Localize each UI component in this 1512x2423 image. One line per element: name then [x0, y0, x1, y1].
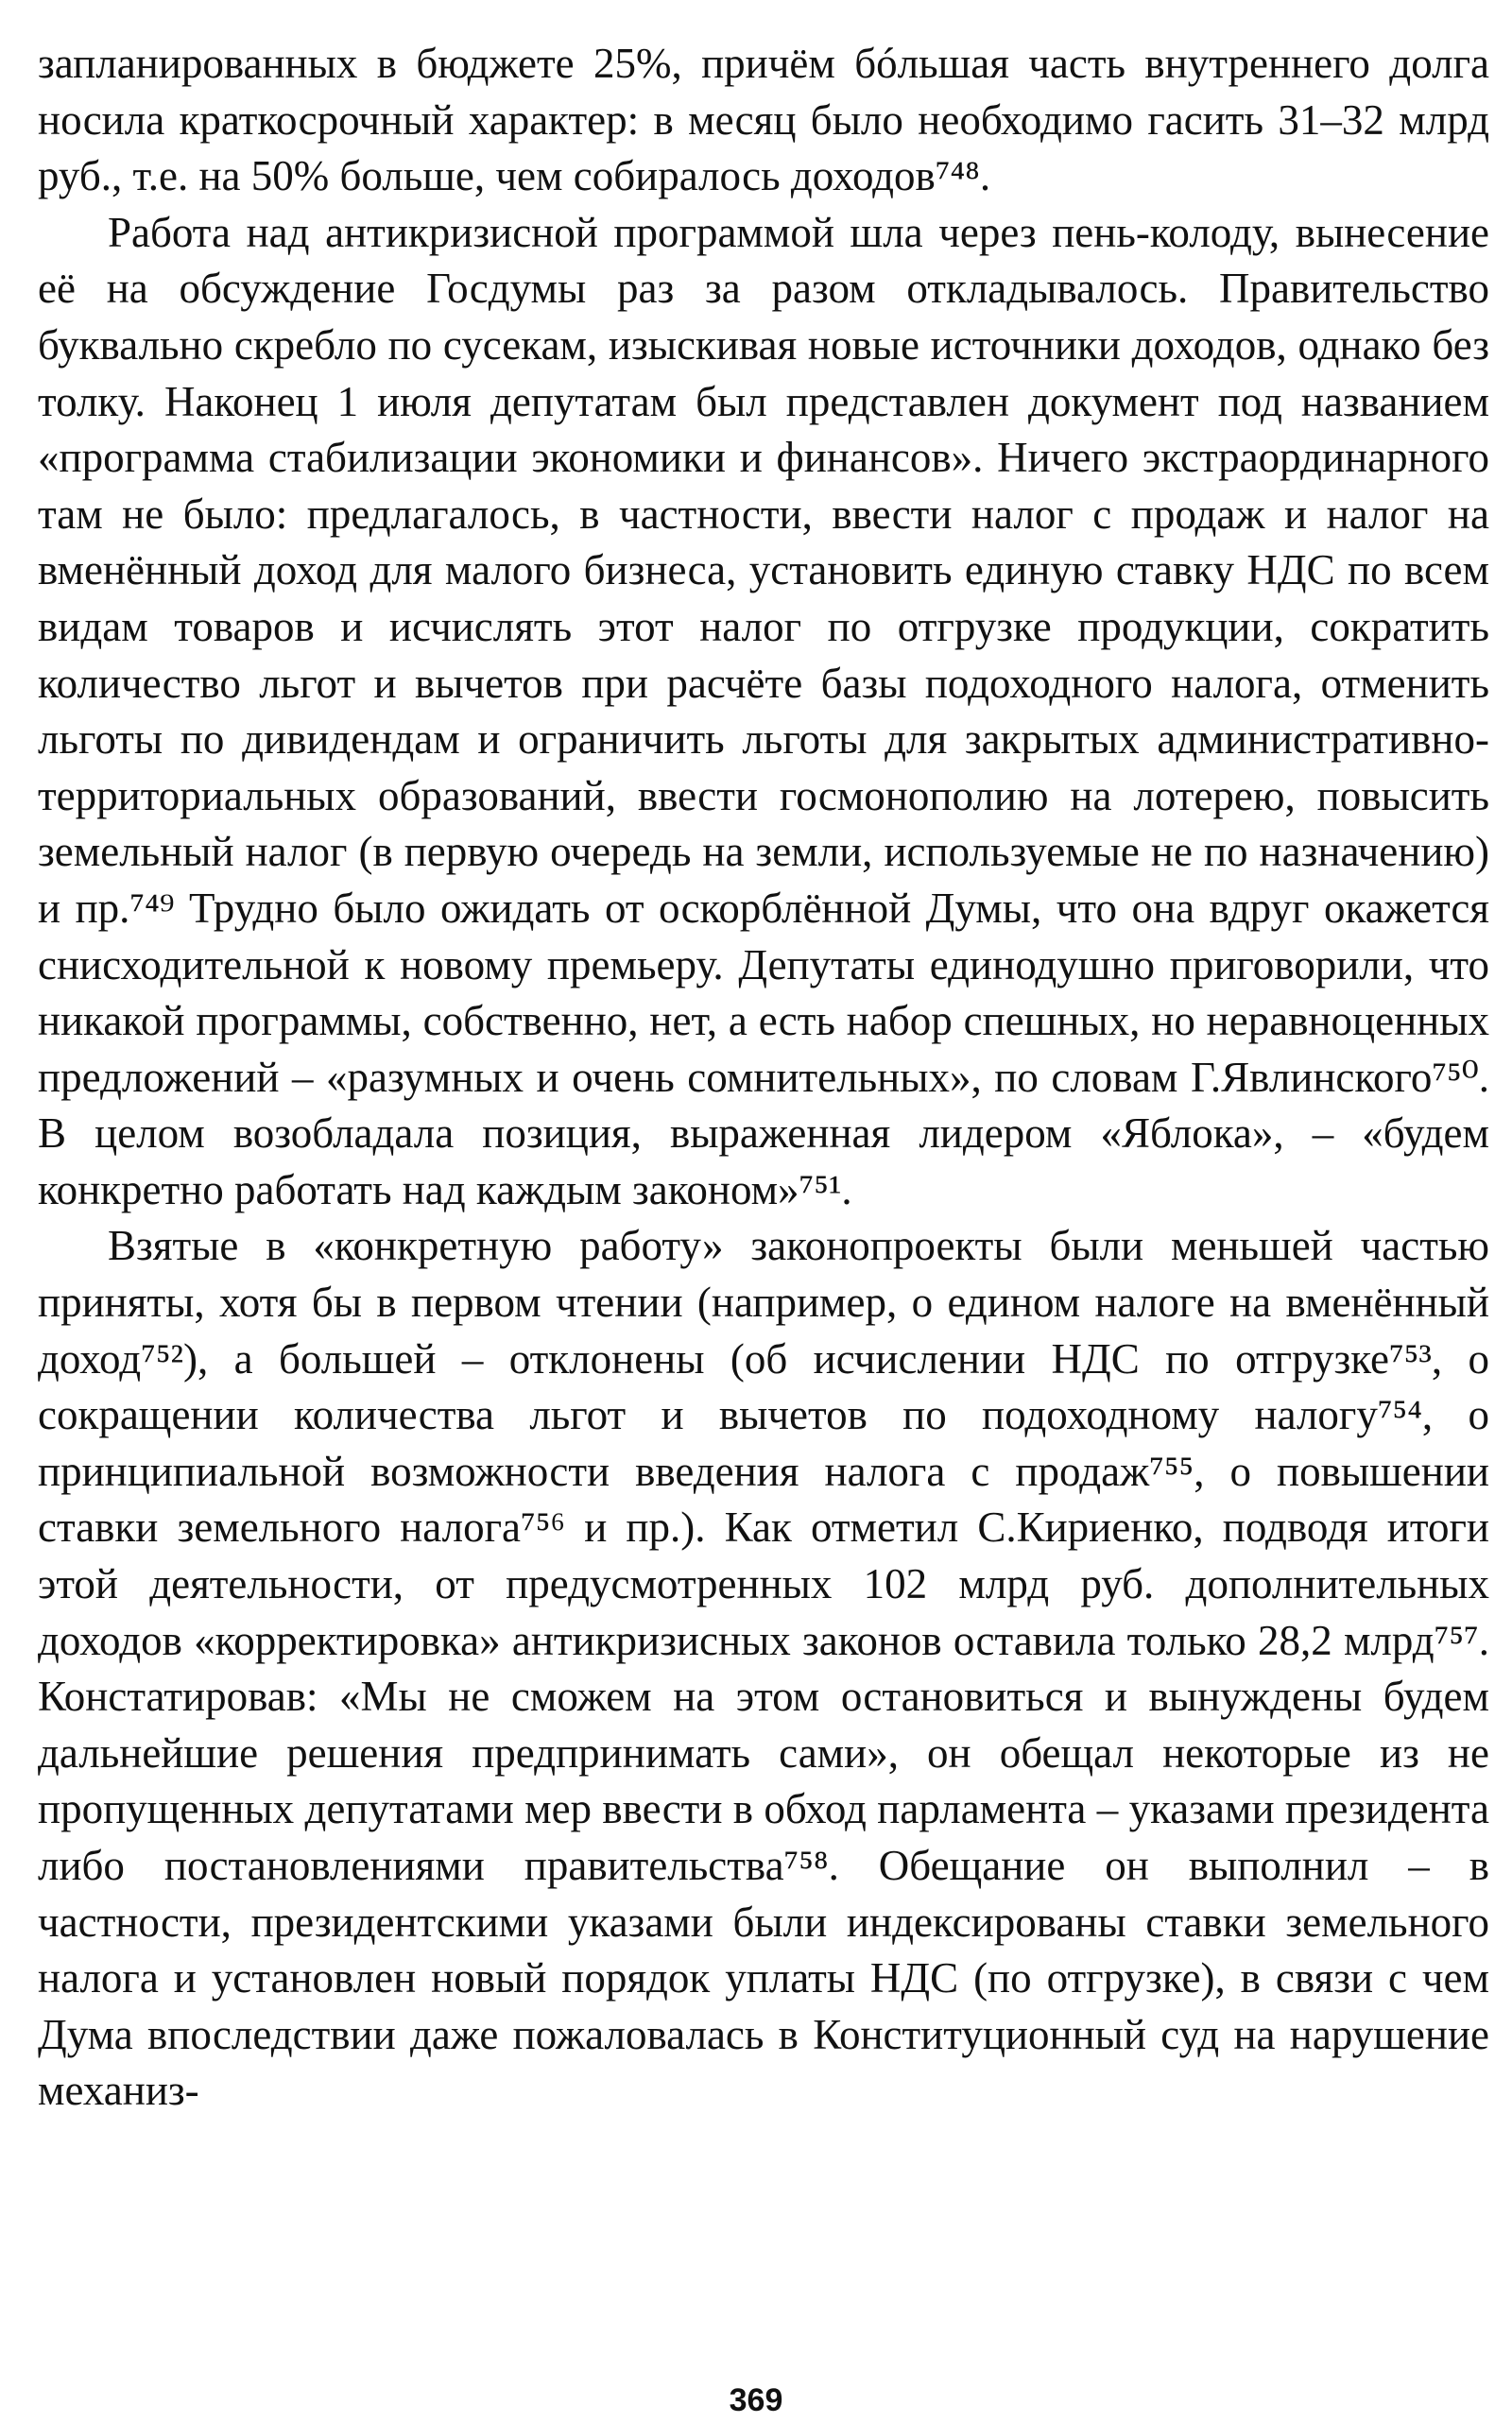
page-body [38, 36, 1489, 2323]
paragraph-bills-outcome: Взятые в «конкретную работу» законопроекты были меньшей частью приняты, хотя бы в первом чтении (например, о едином налоге на вменённый доход⁷⁵²), а большей – отклонены (об исчислении НДС по отгрузке⁷⁵³, о сокращении количества льгот и вычетов по подоходному налогу⁷⁵⁴, о принципиальной возможности введения налога с продаж⁷⁵⁵, о повышении ставки земельного налога⁷⁵⁶ и пр.). Как отметил С.Кириенко, подводя итоги этой деятельности, от предусмотренных 102 млрд руб. дополнительных доходов «корректировка» антикризисных законов оставила только 28,2 млрд⁷⁵⁷. Констатировав: «Мы не сможем на этом остановиться и вынуждены будем дальнейшие решения предпринимать сами», он обещал некоторые из не пропущенных депутатами мер ввести в обход парламента – указами президента либо постановлениями правительства⁷⁵⁸. Обещание он выполнил – в частности, президентскими указами были индексированы ставки земельного налога и установлен новый порядок уплаты НДС (по отгрузке), в связи с чем Дума впоследствии даже пожаловалась в Конституционный суд на нарушение механиз- [38, 1222, 1489, 2115]
paragraph-anticrisis-program: Работа над антикризисной программой шла через пень-колоду, вынесение её на обсуждение Госдумы раз за разом откладывалось. Правительство буквально скребло по сусекам, изыскивая новые источники доходов, однако без толку. Наконец 1 июля депутатам был представлен документ под названием «программа стабилизации экономики и финансов». Ничего экстраординарного там не было: предлагалось, в частности, ввести налог с продаж и налог на вменённый доход для малого бизнеса, установить единую ставку НДС по всем видам товаров и исчислять этот налог по отгрузке продукции, сократить количество льгот и вычетов при расчёте базы подоходного налога, отменить льготы по дивидендам и ограничить льготы для закрытых административно-территориальных образований, ввести госмонополию на лотерею, повысить земельный налог (в первую очередь на земли, используемые не по назначению) и пр.⁷⁴⁹ Трудно было ожидать от оскорблённой Думы, что она вдруг окажется снисходительной к новому премьеру. Депутаты единодушно приговорили, что никакой программы, собственно, нет, а есть набор спешных, но неравноценных предложений – «разумных и очень сомнительных», по словам Г.Явлинского⁷⁵⁰. В целом возобладала позиция, выраженная лидером «Яблока», – «будем конкретно работать над каждым законом»⁷⁵¹. [38, 208, 1489, 1213]
page-number: 369 [729, 2382, 783, 2418]
paragraph-continuation: запланированных в бюджете 25%, причём бóльшая часть внутреннего долга носила краткосрочный характер: в месяц было необходимо гасить 31–32 млрд руб., т.е. на 50% больше, чем собиралось доходов⁷⁴⁸. [38, 40, 1489, 200]
